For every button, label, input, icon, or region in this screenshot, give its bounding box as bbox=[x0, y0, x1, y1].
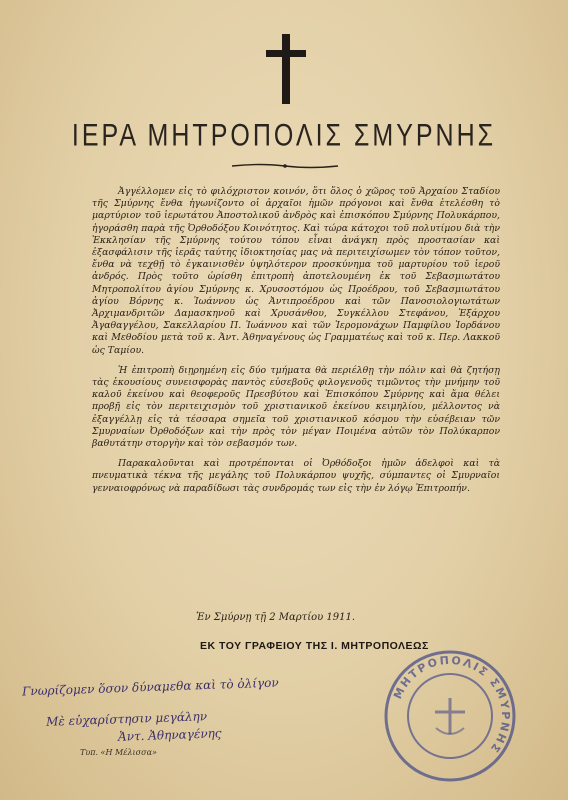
handwritten-signature: Ἀντ. Ἀθηναγένης bbox=[117, 726, 222, 744]
paragraph-1: Ἀγγέλλομεν εἰς τὸ φιλόχριστον κοινόν, ὅτι ὅλος ὁ χῶρος τοῦ Ἀρχαίου Σταδίου τῆς Σμύρνης ἔνθα ἠγωνίζοντο οἱ ἀρχαῖοι ἡμῶν πρόγονοι καὶ ἔνθα ἐτελέσθη τὸ μαρτύριον τοῦ ἱερωτάτου Ἀποστολικοῦ ἀνδρὸς καὶ ἐπισκόπου Σμύρνης Πολυκάρπου, ἠγοράσθη παρὰ τῆς Ὀρθοδόξου Κοινότητος. Καὶ τώρα κάτοχοι τοῦ πολυτίμου διὰ τὴν Ἐκκλησίαν τῆς Σμύρνης τούτου τόπου εἶναι ἀνάγκη πρὸς προστασίαν καὶ ἐξασφάλισιν τῆς ἱερᾶς ταύτης ἰδιοκτησίας μας νὰ περιτειχίσωμεν τὸν τόπον τοῦτον, ἔνθα νὰ τεχθῇ τὸ ἐγκαινισθὲν ὑψηλότερον προσκύνημα τοῦ μαρτυρίου τοῦ ἱεροῦ ἀνδρός. Πρὸς τοῦτο ὡρίσθη ἐπιτροπὴ ἀποτελουμένη ἐκ τοῦ Σεβασμιωτάτου Μητροπολίτου ἁγίου Σμύρνης κ. Χρυσοστόμου ὡς Προέδρου, τοῦ Σεβασμιωτάτου ἁγίου Βόρνης κ. Ἰωάννου ὡς Ἀντιπροέδρου καὶ τῶν Πανοσιολογιωτάτων Ἀρχιμανδριτῶν Δαμασκηνοῦ καὶ Χρυσάνθου, Συγκέλλου Στεφάνου, Ἐξάρχου Ἀγαθαγγέλου, Σακελλαρίου Π. Ἰωάννου καὶ τῶν Ἱερομονάχων Παμφίλου Ἰορδάνου καὶ Μεθοδίου μετὰ τοῦ κ. Ἀντ. Ἀθηναγένους ὡς Γραμματέως καὶ τοῦ κ. Περ. Λακκοῦ ὡς Ταμίου. bbox=[92, 186, 500, 356]
cross-icon bbox=[266, 34, 306, 104]
dateline: Ἐν Σμύρνῃ τῇ 2 Μαρτίου 1911. bbox=[196, 612, 356, 623]
seal-text: ΜΗΤΡΟΠΟΛΙΣ ΣΜΥΡΝΗΣ bbox=[391, 653, 513, 757]
printer-credit: Τυπ. «Η Μέλισσα» bbox=[80, 748, 157, 757]
handwritten-note-line-1: Γνωρίζομεν ὅσον δύναμεθα καὶ τὸ ὀλίγον bbox=[21, 675, 279, 699]
paragraph-2: Ἡ ἐπιτροπὴ διῃρημένη εἰς δύο τμήματα θὰ περιέλθῃ τὴν πόλιν καὶ θὰ ζητήσῃ τὰς ἑκουσίους συνεισφορὰς παντὸς εὐσεβοῦς φιλογενοῦς τιμῶντος τὴν μνήμην τοῦ καλοῦ ἐκείνου καὶ θεοφεροῦς Πρεσβύτου καὶ Ἐπισκόπου Σμύρνης καὶ ἅμα θέλει προβῇ εἰς τὸν περιτειχισμὸν τοῦ χριστιανικοῦ ἐκείνου κειμηλίου, μέλλοντος νὰ ἐξαγγέλλῃ εἰς τὰ τέσσαρα σημεῖα τοῦ χριστιανικοῦ κόσμου τὴν εὐσέβειαν τῶν Σμυρναίων Ὀρθοδόξων καὶ τὴν πρὸς τὸν μέγαν Ποιμένα αὐτῶν τὸν Πολύκαρπον βαθυτάτην στοργὴν καὶ τὸν σεβασμόν των. bbox=[92, 364, 500, 450]
document-title: ΙΕΡΑ ΜΗΤΡΟΠΟΛΙΣ ΣΜΥΡΝΗΣ bbox=[71, 118, 497, 153]
handwritten-note-line-2: Μὲ εὐχαρίστησιν μεγάλην bbox=[45, 709, 208, 729]
paragraph-3: Παρακαλοῦνται καὶ προτρέπονται οἱ Ὀρθόδοξοι ἡμῶν ἀδελφοὶ καὶ τὰ πνευματικὰ τέκνα τῆς μεγάλης τοῦ Πολυκάρπου ψυχῆς, σύμπαντες οἱ Σμυρναῖοι γενναιοφρόνως νὰ παραδίδωσι τὰς συνδρομάς των εἰς τὴν ἐν λόγῳ Ἐπιτροπήν. bbox=[92, 458, 500, 494]
announcement-body bbox=[92, 186, 500, 503]
ornamental-divider bbox=[230, 162, 340, 170]
issuing-office: ΕΚ ΤΟΥ ΓΡΑΦΕΙΟΥ ΤΗΣ Ι. ΜΗΤΡΟΠΟΛΕΩΣ bbox=[200, 640, 429, 652]
metropolis-seal-stamp bbox=[380, 646, 520, 786]
